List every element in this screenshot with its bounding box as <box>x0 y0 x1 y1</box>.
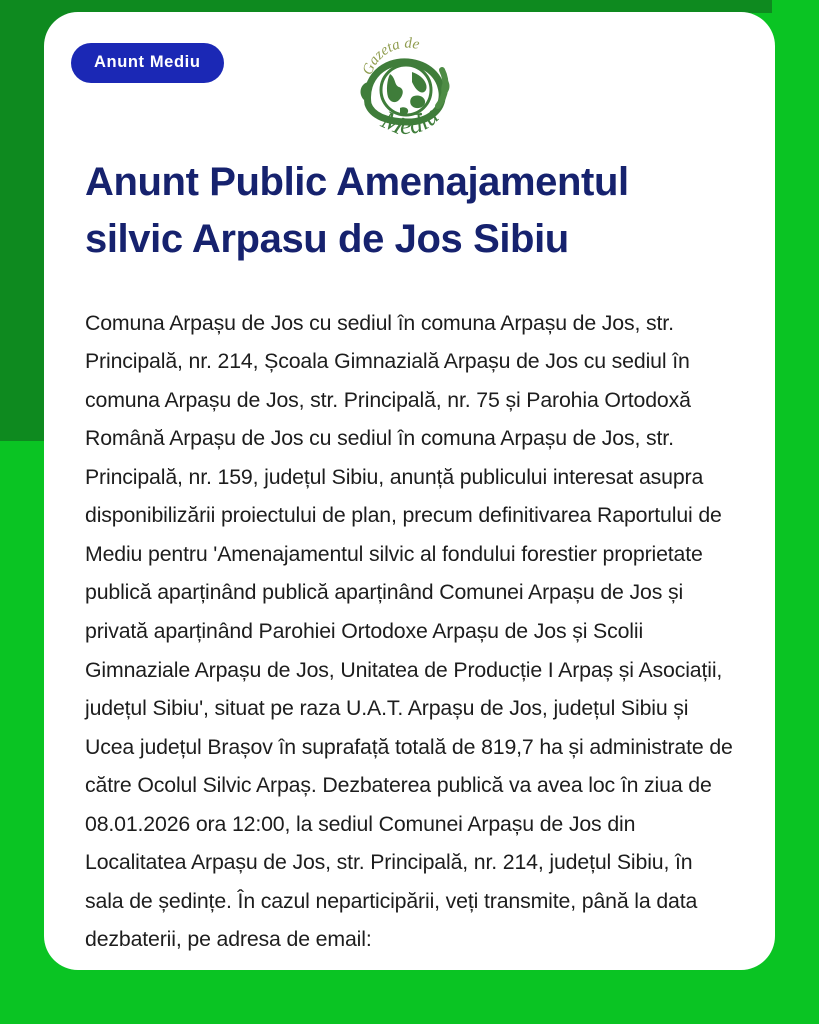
card-header <box>44 12 775 140</box>
gazeta-de-mediu-logo <box>354 30 458 140</box>
announcement-card <box>44 12 775 970</box>
page-title: Anunt Public Amenajamentul silvic Arpasu de Jos Sibiu <box>85 160 629 261</box>
logo-top-text: Gazeta de <box>359 35 421 78</box>
announcement-body: Comuna Arpașu de Jos cu sediul în comuna Arpașu de Jos, str. Principală, nr. 214, Școala Gimnazială Arpașu de Jos cu sediul în comuna Arpașu de Jos, str. Principală, nr. 75 și Parohia Ortodoxă Română Arpașu de Jos cu sediul în comuna Arpașu de Jos, str. Principală, nr. 159, județul Sibiu, anunță publicului interesat asupra disponibilizării proiectului de plan, precum definitivarea Raportului de Mediu pentru 'Amenajamentul silvic al fondului forestier proprietate publică aparținând publică aparținând Comunei Arpașu de Jos și privată aparținând Parohiei Ortodoxe Arpașu de Jos și Scolii Gimnaziale Arpașu de Jos, Unitatea de Producție I Arpaș și Asociații, județul Sibiu', situat pe raza U.A.T. Arpașu de Jos, județul Sibiu și Ucea județul Brașov în suprafață totală de 819,7 ha și administrate de către Ocolul Silvic Arpaș. Dezbaterea publică va avea loc în ziua de 08.01.2026 ora 12:00, la sediul Comunei Arpașu de Jos din Localitatea Arpașu de Jos, str. Principală, nr. 214, județul Sibiu, în sala de ședințe. În cazul neparticipării, veți transmite, până la data dezbaterii, pe adresa de email: <box>85 310 733 952</box>
logo-bottom-text: Mediu <box>377 101 445 140</box>
category-badge[interactable]: Anunt Mediu <box>71 43 224 83</box>
